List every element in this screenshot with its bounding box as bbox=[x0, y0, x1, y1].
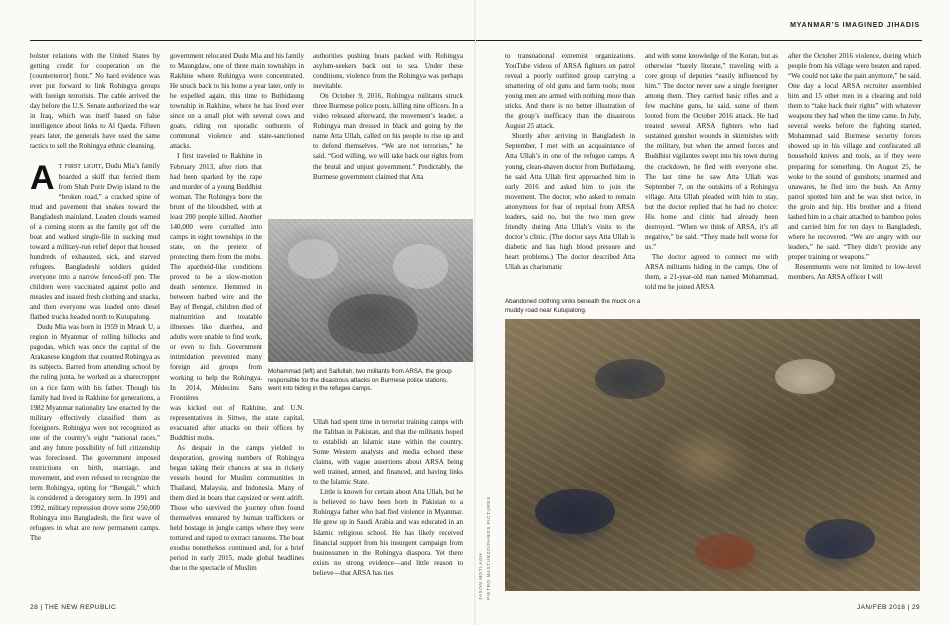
paragraph: after the October 2016 violence, during which people from his village were beaten and raped. “We could not take the pain anymore,” he said. One day a local ARSA recruiter assembled him and 15 other men in a clearing and told them to “take back their rights” with whatever weapons they had when the time came. In July, several weeks before the fighting started, Mohammad said Burmese security forces showed up in his village and confiscated all household knives and tools, as if they were preparing for something. On August 25, he woke to the sound of gunshots; unarmed and unawares, he fled into the bush. An Army patrol spotted him and he was shot twice, in the groin and hip. His brother and a friend lashed him to a chair attached to bamboo poles and carried him for ten days to Bangladesh, where he recovered. “We are angry with our leaders,” he said. “They didn’t provide any proper training or weapons.” bbox=[788, 52, 922, 261]
paragraph: Ullah had spent time in terrorist training camps with the Taliban in Pakistan, and that the militants hoped to establish an Islamic state within the country. Some Western analysts and media echoed these claims, with vague assertions about ARSA being well trained, armed, and financed, and having links to the Islamic State. bbox=[313, 418, 463, 487]
top-rule-left bbox=[30, 40, 475, 41]
photo-shape bbox=[393, 244, 448, 289]
column-6 bbox=[788, 51, 921, 282]
running-header: MYANMAR’S IMAGINED JIHADIS bbox=[790, 22, 920, 29]
photo1-credit: JASON MOTLAGH bbox=[478, 552, 483, 600]
column-3-lower bbox=[313, 417, 463, 578]
paragraph: was kicked out of Rakhine, and U.N. representatives in Sittwe, the state capital, evacuated after attacks on their offices by Buddhist mobs. bbox=[170, 403, 304, 442]
militants-photo bbox=[268, 219, 473, 362]
photo-shape bbox=[695, 534, 755, 569]
paragraph: government relocated Dudu Mia and his family to Maungdaw, one of three main townships in Rakhine where Rohingya were concentrated. He snuck back to his home a year later, only to be expelled again, this time to Buthidaung township in Rakhine, where he has lived ever since on a small plot with several cows and goats, riding out sporadic outbursts of communal violence and state-sanctioned attacks. bbox=[170, 52, 304, 151]
photo-shape bbox=[595, 359, 665, 399]
photo-shape bbox=[775, 359, 835, 394]
photo-shape bbox=[328, 294, 418, 354]
right-folio: JAN/FEB 2018 | 29 bbox=[856, 604, 920, 611]
gutter bbox=[474, 0, 476, 625]
paragraph: to transnational extremist organizations. YouTube videos of ARSA fighters on patrol reveal a poorly outfitted group carrying a smattering of old guns and farm tools; most young men are armed with nothing more than sticks. And there is no better illustration of the group’s inefficacy than the disastrous August 25 attack. bbox=[505, 52, 635, 131]
top-rule-right bbox=[476, 40, 922, 41]
column-1 bbox=[30, 51, 160, 543]
drop-cap: A bbox=[30, 159, 55, 198]
lead-in: t first light, bbox=[58, 161, 104, 171]
photo-shape bbox=[805, 519, 875, 559]
paragraph: Dudu Mia was born in 1959 in Mrauk U, a region in Myanmar of rolling hillocks and pagodas, which was once the capital of the Arakanese kingdom that counted Rohingya as its subjects. Barred from attending school by the ruling junta, he worked as a sharecropper on a rice farm with his father. Though his family had lived in Rakhine for generations, a 1982 Myanmar nationality law enacted by the military effectively classified them as foreigners. Rohingya were not recognized as one of the country’s eight “national races,” and any future possibility of full citizenship was foreclosed. The government imposed restrictions on birth, marriage, and movement, and even refused to recognize the term Rohingya, opting for “Bengali,” which is considered a derogatory term. In 1991 and 1992, military repression drove some 250,000 Rohingya into Bangladesh, the first wave of refugees in what are now permanent camps. The bbox=[30, 323, 160, 543]
left-folio: 28 | THE NEW REPUBLIC bbox=[30, 604, 117, 611]
paragraph: Resentments were not limited to low-level members. An ARSA officer I will bbox=[788, 262, 921, 282]
paragraph: On October 9, 2016, Rohingya militants struck three Burmese police posts, killing nine officers. In a video released afterward, the movement’s leader, a Rohingya man dressed in black and going by the name Atta Ullah, called on his people to rise up and to defend themselves. “We are not terrorists,” he said. “God willing, we will take back our rights from the brutal and unjust government.” Predictably, the Burmese government claimed that Atta bbox=[313, 92, 463, 181]
muddy-road-photo bbox=[505, 319, 920, 591]
paragraph: and with some knowledge of the Koran, but as otherwise “barely literate,” traveling with a core group of deputies “easily influenced by him.” The doctor never saw a single foreigner among them. They carried basic rifles and a few machine guns, he said, some of them looted from the October 2016 attack. He had treated several ARSA fighters who had sustained gunshot wounds in skirmishes with the military, but when the armed forces and Buddhist vigilantes swept into his town during the crackdown, he fled with everyone else. The last time he saw Atta Ullah was September 7, on the outskirts of a Rohingya village. Atta Ullah pleaded with him to stay, but the doctor replied that he had no choice: His home and clinic had already been destroyed. “When we think of ARSA, it’s all negative,” he said. “They made hell worse for us.” bbox=[645, 52, 778, 251]
column-4 bbox=[505, 51, 635, 272]
paragraph: authorities pushing boats packed with Rohingya asylum-seekers back out to sea. Under these conditions, violence from the Rohingya was perhaps inevitable. bbox=[313, 52, 463, 91]
photo2-caption: Abandoned clothing sinks beneath the muck on a muddy road near Kutupalong. bbox=[505, 298, 641, 314]
paragraph: As despair in the camps yielded to desperation, growing numbers of Rohingya began taking their chances at sea in rickety vessels bound for Muslim communities in Thailand, Malaysia, and Indonesia. Many of them died in boats that capsized or went adrift. Those who survived the journey often found themselves ensnared by human traffickers or held hostage in jungle camps where they were tortured and raped to extract ransoms. The boat exodus nonetheless continued and, for a brief period in early 2015, made global headlines due to the spectacle of Muslim bbox=[170, 443, 304, 573]
paragraph: Little is known for certain about Atta Ullah, but he is believed to have been born in Pakistan to a Rohingya father who had fled violence in Myanmar. He grew up in Saudi Arabia and was educated in an Islamic religious school. He has likely received financial support from his insurgent campaign from businessmen in the Rohingya diaspora. Yet there exists no strong evidence—and little reason to believe—that ARSA has ties bbox=[313, 488, 463, 577]
photo2-credit: PIETRO MASTURZO/PANOS PICTURES bbox=[486, 496, 491, 600]
drop-paragraph bbox=[30, 161, 160, 322]
column-3 bbox=[313, 51, 463, 182]
paragraph: The doctor agreed to connect me with ARSA militants hiding in the camps. One of them, a 21-year-old man named Mohammad, told me he joined ARSA bbox=[645, 252, 778, 292]
photo1-caption: Mohammad (left) and Saifullah, two militants from ARSA, the group responsible for the disastrous attacks on Burmese police stations, went into hiding in the refugee camps. bbox=[268, 368, 452, 393]
photo-shape bbox=[535, 489, 615, 534]
paragraph: bolster relations with the United States by getting credit for cooperation on the [counterterror] front.” No hard evidence was ever put forward to link Rohingya groups with foreign terrorists. The cable arrived the day before the U.S. Senate authorized the war in Iraq, which was itself based on false intelligence about links to Al Qaeda. Fifteen years later, the generals have used the same tactics to sell the Rohingya ethnic cleansing. bbox=[30, 52, 160, 151]
photo-shape bbox=[288, 239, 338, 279]
column-5 bbox=[645, 51, 778, 292]
paragraph-text: Dudu Mia’s family boarded a skiff that ferried them from Shah Porir Dwip island to the “broken road,” a cracked spine of mud and pavement that snakes toward the Bangladesh mainland. Leaden clouds warned of a coming storm as the family got off the boat and walked single-file in sucking mud toward a military-run relief depot that housed hundreds of exhausted, sick, and starved refugees. Bangladeshi soldiers guided everyone into a narrow fenced-off pen. The children were vaccinated against polio and measles and issued fresh clothing and snacks, and then everyone was loaded onto diesel flatbed trucks headed north to Kutupalong. bbox=[30, 162, 160, 322]
paragraph: I first traveled to Rakhine in February 2013, after riots that had been sparked by the rape and murder of a young Buddhist woman. The Rohingya bore the brunt of the bloodshed, with at least 200 people killed. Another 140,000 were corralled into camps in eight townships in the state, on the pretext of protecting them from the mobs. The apartheid-like conditions proved to be a slow-motion death sentence. Hemmed in between barbed wire and the Bay of Bengal, children died of malnutrition and treatable illnesses like diarrhea, and adults were unable to find work, or even to fish. Government intimidation prevented many foreign aid groups from working to help the Rohingya. In 2014, Médecins Sans Frontières bbox=[170, 152, 262, 402]
paragraph: Shortly after arriving in Bangladesh in September, I met with an acquaintance of Atta Ullah’s in one of the refugee camps. A young, clean-shaven doctor from Buthidaung, he said Atta Ullah first approached him in early 2016 and asked him to join the movement. The doctor, who asked to remain anonymous for fear of reprisal from ARSA leaders, said no, but the two men grew friendly during Atta Ullah’s visits to the doctor’s clinic. (The doctor says Atta Ullah is diabetic and has high blood pressure and heart problems.) The doctor described Atta Ullah as charismatic bbox=[505, 132, 635, 271]
